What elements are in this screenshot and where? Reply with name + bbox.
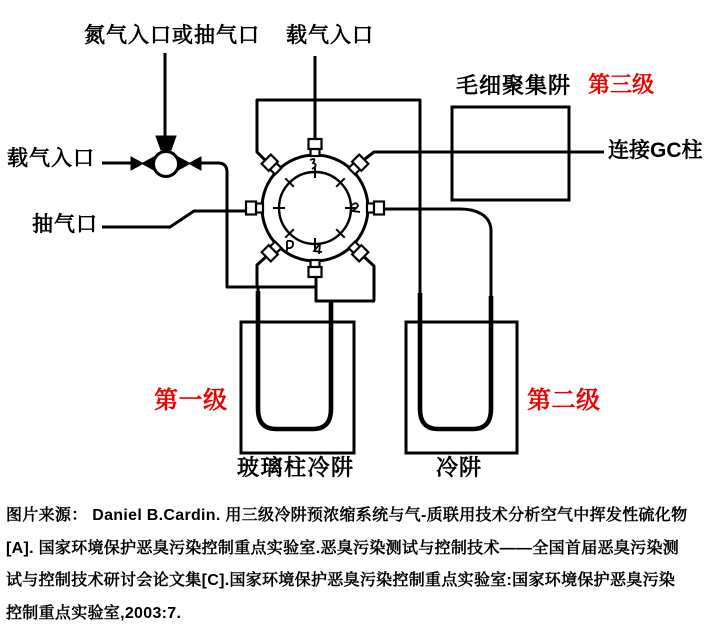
caption-line: 试与控制技术研讨会论文集[C].国家环境保护恶臭污染控制重点实验室:国家环境保护恶臭污染 xyxy=(6,572,676,589)
label-stage3: 第三级 xyxy=(588,72,655,97)
port-fitting-e xyxy=(367,202,384,215)
caption xyxy=(6,500,720,630)
label-carrier-gas-inlet-left: 载气入口 xyxy=(7,147,95,170)
port-fitting-n xyxy=(309,139,322,156)
caption-line: 控制重点实验室,2003:7. xyxy=(6,604,182,622)
three-way-valve xyxy=(131,136,201,177)
pump-line xyxy=(102,211,247,227)
label-capillary-trap: 毛细聚集阱 xyxy=(456,73,572,98)
cold-trap-box xyxy=(406,322,517,453)
caption-line: 图片来源： Daniel B.Cardin. 用三级冷阱预浓缩系统与气-质联用技术分析空气中挥发性硫化物 xyxy=(6,507,688,524)
label-glass-column-trap: 玻璃柱冷阱 xyxy=(237,455,355,480)
u-tube-stage2 xyxy=(420,293,491,429)
three-way-valve-right-fitting xyxy=(178,157,201,170)
label-nitrogen-inlet: 氮气入口或抽气口 xyxy=(84,24,260,47)
label-cold-trap: 冷阱 xyxy=(436,455,483,480)
u-tube-stage1 xyxy=(258,291,331,429)
label-carrier-gas-inlet-top: 载气入口 xyxy=(286,24,374,47)
port-fitting-s xyxy=(309,260,322,277)
three-way-valve-left-fitting xyxy=(131,157,154,170)
label-gc-column: 连接GC柱 xyxy=(608,139,703,162)
east-port-line xyxy=(383,209,491,300)
caption-line: [A]. 国家环境保护恶臭污染控制重点实验室.恶臭污染测试与控制技术——全国首届恶臭污染测 xyxy=(6,539,680,557)
se-port-line xyxy=(361,254,374,301)
port-fitting-w xyxy=(246,202,263,215)
three-way-valve-cap xyxy=(156,136,176,150)
label-pump-port: 抽气口 xyxy=(32,213,98,236)
three-way-valve-body xyxy=(154,152,179,177)
label-stage1: 第一级 xyxy=(154,387,228,414)
label-stage2: 第二级 xyxy=(527,387,601,414)
south-port-line xyxy=(316,276,375,301)
